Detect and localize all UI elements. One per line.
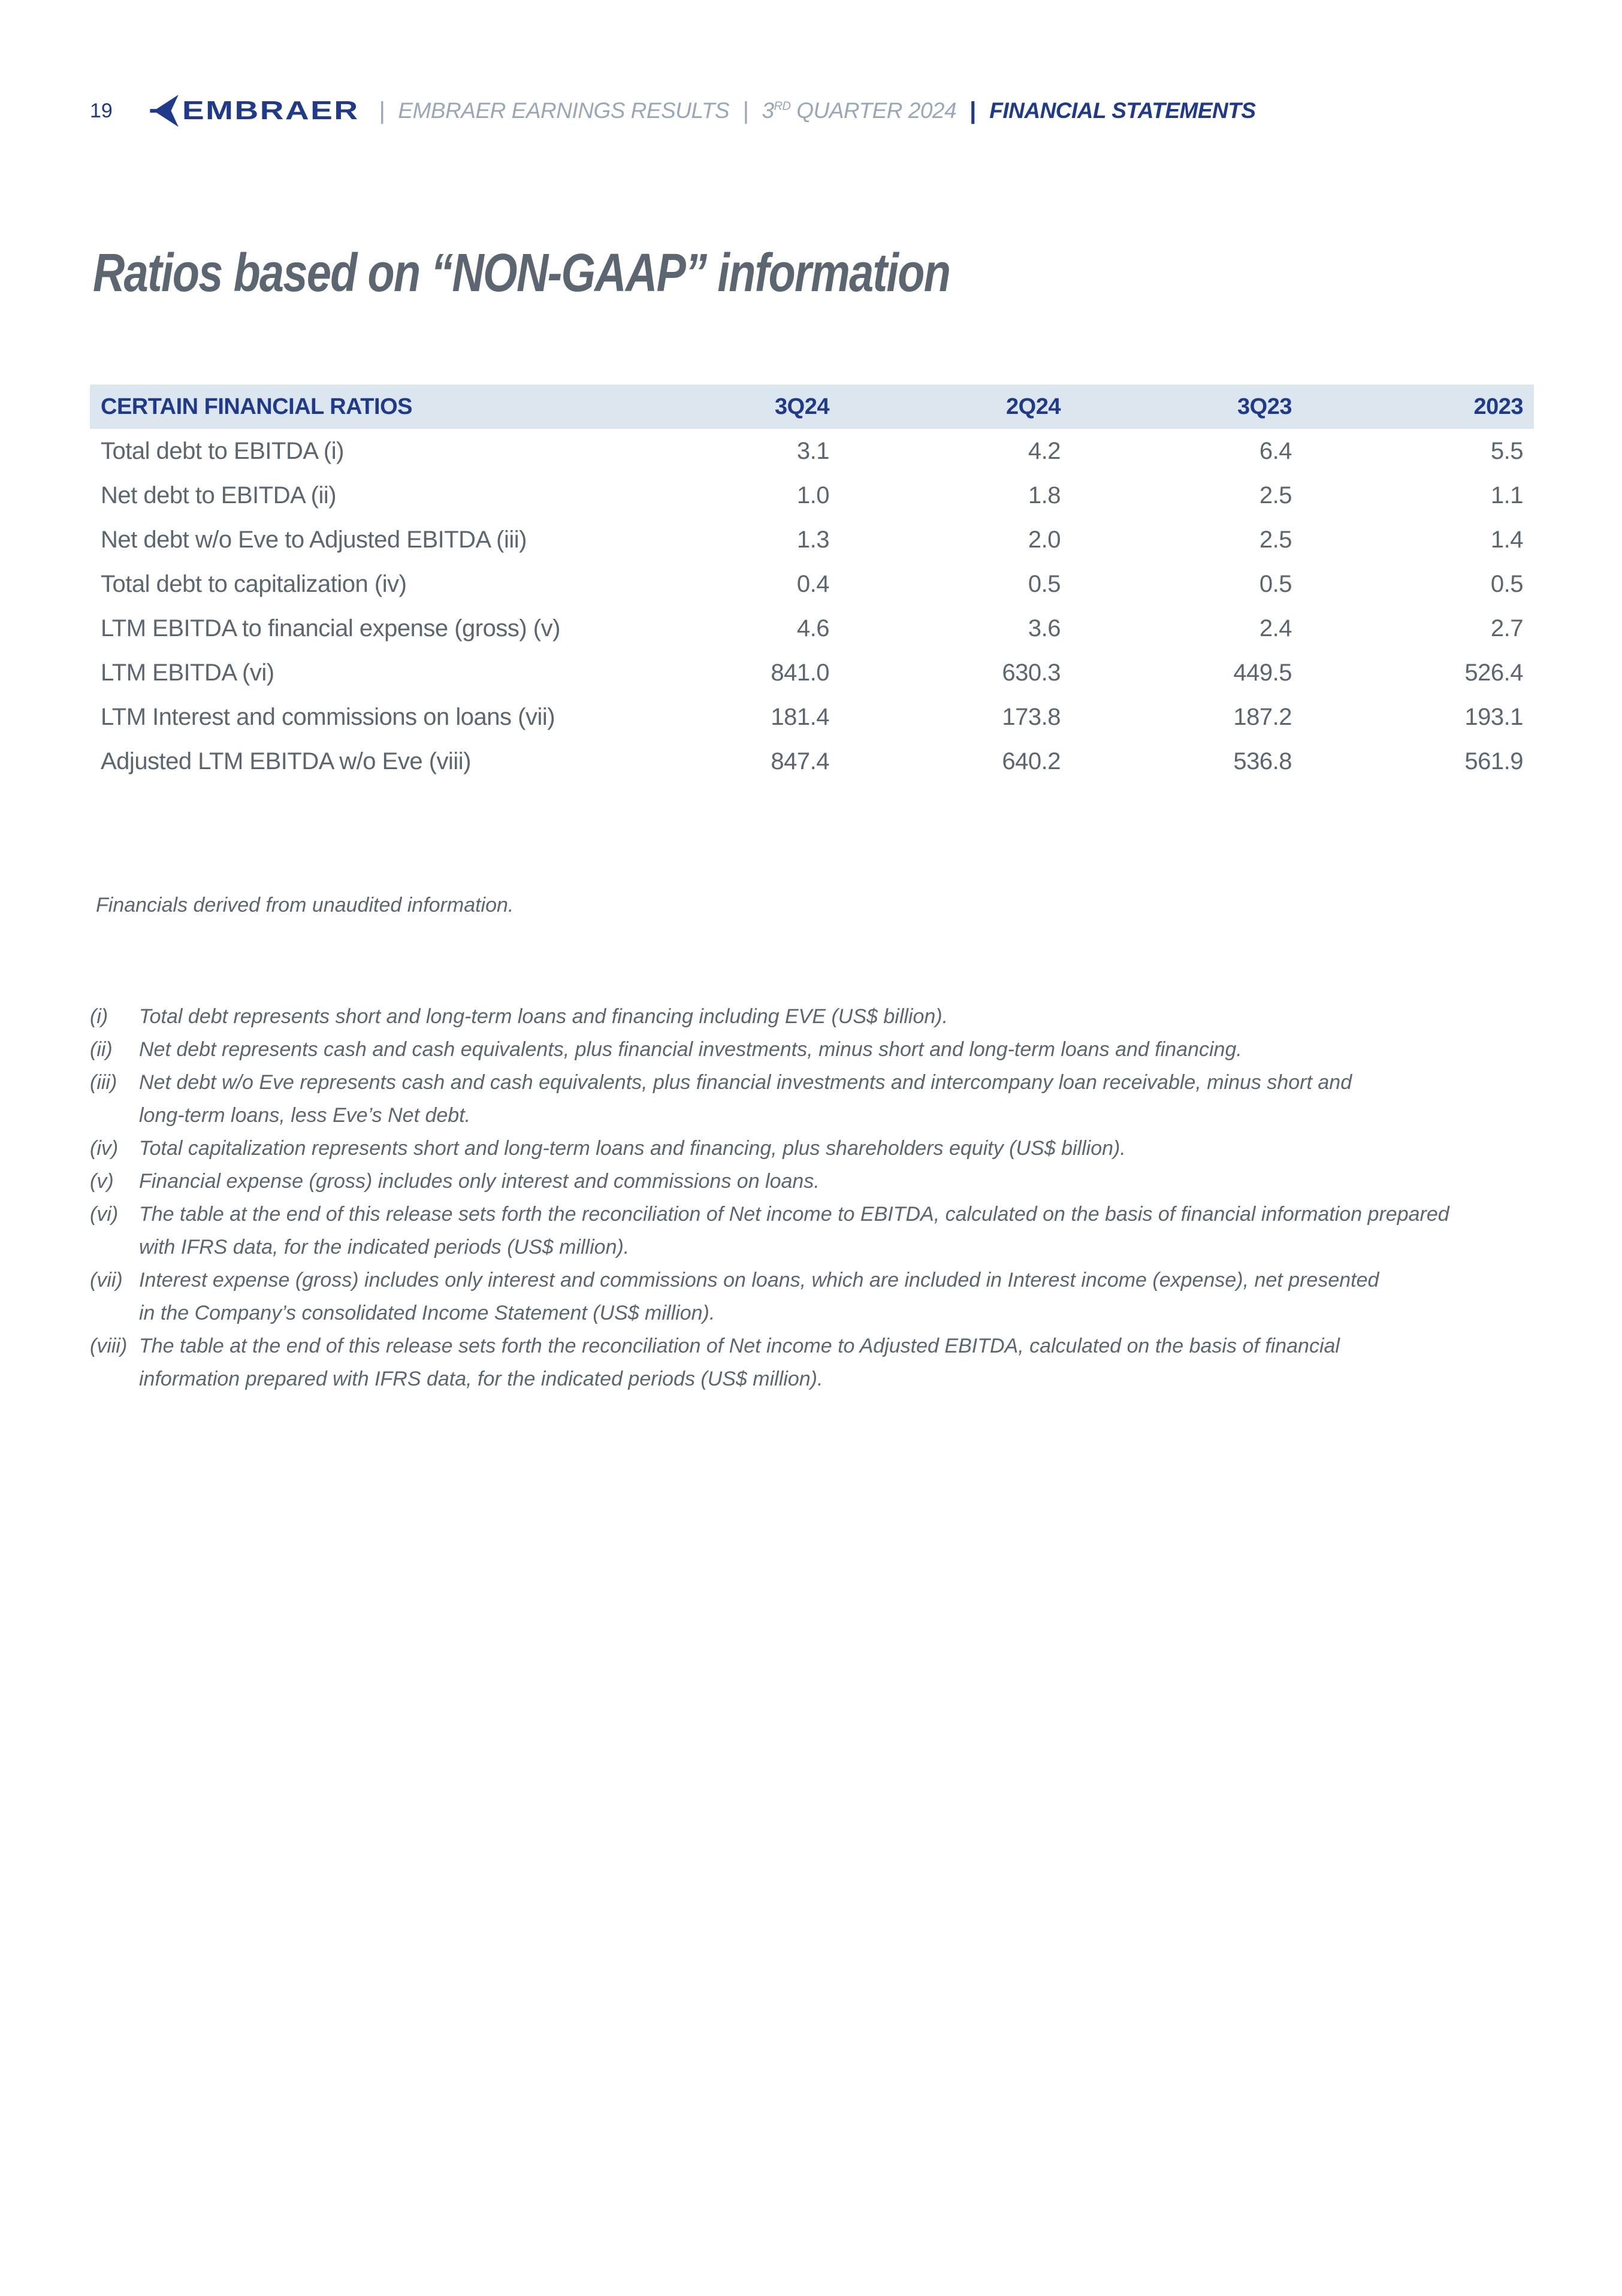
table-row: [90, 651, 1534, 695]
footnote: [90, 1330, 1558, 1396]
table-row: [90, 473, 1534, 518]
quarter-label: QUARTER 2024: [790, 98, 957, 123]
footnote-line: Net debt represents cash and cash equivalents, plus financial investments, minus short and long-term loans and financing.: [139, 1038, 1242, 1061]
cell-value: 536.8: [1233, 748, 1292, 775]
table-row: [90, 562, 1534, 606]
cell-value: 1.3: [796, 526, 829, 553]
cell-value: 173.8: [1002, 703, 1061, 730]
footnote-number: (vi): [90, 1203, 119, 1226]
unaudited-note: Financials derived from unaudited information.: [96, 894, 514, 916]
cell-value: 1.0: [796, 482, 829, 509]
footnote: [90, 1132, 1558, 1165]
row-label: Net debt to EBITDA (ii): [101, 482, 337, 509]
header-separator: |: [379, 97, 385, 124]
cell-value: 4.2: [1028, 437, 1061, 464]
cell-value: 2.7: [1490, 615, 1523, 642]
footnote-text: [139, 1132, 1558, 1165]
column-header: CERTAIN FINANCIAL RATIOS: [90, 385, 609, 429]
header-section-financial-statements: FINANCIAL STATEMENTS: [989, 98, 1256, 123]
column-header: 2Q24: [840, 385, 1071, 429]
page-header: [90, 90, 1256, 132]
footnote-line: Total debt represents short and long-term loans and financing including EVE (US$ billion).: [139, 1005, 949, 1028]
footnote-text: [139, 1000, 1558, 1033]
cell-value: 630.3: [1002, 659, 1061, 686]
cell-value: 2.0: [1028, 526, 1061, 553]
cell-value: 841.0: [771, 659, 829, 686]
quarter-ordinal: RD: [774, 99, 791, 113]
cell-value: 2.5: [1259, 526, 1292, 553]
footnote: [90, 1066, 1558, 1132]
footnote-line: in the Company’s consolidated Income Statement (US$ million).: [139, 1302, 715, 1324]
header-section-earnings: EMBRAER EARNINGS RESULTS: [398, 98, 730, 123]
quarter-number: 3: [762, 98, 774, 123]
footnote: [90, 1033, 1558, 1066]
column-header: 3Q24: [609, 385, 840, 429]
row-label: LTM EBITDA (vi): [101, 659, 274, 686]
footnote-line: long-term loans, less Eve’s Net debt.: [139, 1104, 471, 1127]
page-number: 19: [90, 99, 113, 122]
cell-value: 193.1: [1464, 703, 1523, 730]
cell-value: 0.5: [1490, 570, 1523, 597]
footnote-number: (v): [90, 1170, 114, 1193]
table-row: [90, 695, 1534, 739]
row-label: Total debt to capitalization (iv): [101, 570, 407, 597]
table-row: [90, 739, 1534, 784]
cell-value: 6.4: [1259, 437, 1292, 464]
footnote-number: (i): [90, 1005, 108, 1028]
cell-value: 1.1: [1490, 482, 1523, 509]
cell-value: 3.6: [1028, 615, 1061, 642]
cell-value: 0.4: [796, 570, 829, 597]
footnote-text: [139, 1066, 1558, 1132]
footnote-text: [139, 1330, 1558, 1396]
footnote-line: Net debt w/o Eve represents cash and cash equivalents, plus financial investments and intercompany loan receivable, minus short and: [139, 1071, 1352, 1094]
cell-value: 181.4: [771, 703, 829, 730]
footnote-text: [139, 1198, 1558, 1264]
embraer-arrow-icon: [144, 92, 181, 129]
footnote-number: (iii): [90, 1071, 117, 1094]
cell-value: 526.4: [1464, 659, 1523, 686]
footnote-number: (vii): [90, 1269, 123, 1291]
header-separator: |: [742, 97, 749, 124]
row-label: Total debt to EBITDA (i): [101, 437, 344, 464]
logo-text: EMBRAER: [182, 96, 360, 125]
cell-value: 640.2: [1002, 748, 1061, 775]
footnotes: [90, 1000, 1558, 1396]
header-separator: |: [969, 97, 977, 124]
footnote-line: Financial expense (gross) includes only interest and commissions on loans.: [139, 1170, 820, 1193]
row-label: LTM EBITDA to financial expense (gross) (v): [101, 615, 560, 642]
row-label: Net debt w/o Eve to Adjusted EBITDA (iii): [101, 526, 527, 553]
footnote-line: Interest expense (gross) includes only interest and commissions on loans, which are included in Interest income (expense), net presented: [139, 1269, 1379, 1291]
cell-value: 2.5: [1259, 482, 1292, 509]
cell-value: 187.2: [1233, 703, 1292, 730]
cell-value: 2.4: [1259, 615, 1292, 642]
footnote: [90, 1198, 1558, 1264]
header-section-quarter: [762, 98, 956, 123]
row-label: Adjusted LTM EBITDA w/o Eve (viii): [101, 748, 471, 775]
cell-value: 5.5: [1490, 437, 1523, 464]
cell-value: 1.4: [1490, 526, 1523, 553]
footnote-text: [139, 1264, 1558, 1330]
footnote-number: (iv): [90, 1137, 119, 1160]
cell-value: 3.1: [796, 437, 829, 464]
footnote-text: [139, 1165, 1558, 1198]
table-row: [90, 518, 1534, 562]
page-title: Ratios based on “NON-GAAP” information: [93, 243, 950, 303]
column-header: 3Q23: [1071, 385, 1303, 429]
footnote: [90, 1264, 1558, 1330]
table-row: [90, 429, 1534, 473]
cell-value: 0.5: [1259, 570, 1292, 597]
footnote-text: [139, 1033, 1558, 1066]
cell-value: 449.5: [1233, 659, 1292, 686]
column-header: 2023: [1303, 385, 1534, 429]
footnote-line: with IFRS data, for the indicated periods (US$ million).: [139, 1236, 630, 1259]
financial-ratios-table: [90, 385, 1534, 784]
row-label: LTM Interest and commissions on loans (vii): [101, 703, 555, 730]
embraer-logo: [144, 92, 360, 129]
footnote-number: (viii): [90, 1335, 128, 1357]
cell-value: 4.6: [796, 615, 829, 642]
footnote-line: The table at the end of this release sets forth the reconciliation of Net income to EBITDA, calculated on the basis of financial information prepared: [139, 1203, 1449, 1226]
cell-value: 561.9: [1464, 748, 1523, 775]
table-row: [90, 606, 1534, 651]
footnote-line: The table at the end of this release sets forth the reconciliation of Net income to Adjusted EBITDA, calculated on the basis of financial: [139, 1335, 1340, 1357]
cell-value: 0.5: [1028, 570, 1061, 597]
footnote-number: (ii): [90, 1038, 113, 1061]
footnote: [90, 1000, 1558, 1033]
footnote-line: Total capitalization represents short and long-term loans and financing, plus shareholders equity (US$ billion).: [139, 1137, 1126, 1160]
footnote: [90, 1165, 1558, 1198]
table-header-row: [90, 385, 1534, 429]
cell-value: 1.8: [1028, 482, 1061, 509]
cell-value: 847.4: [771, 748, 829, 775]
footnote-line: information prepared with IFRS data, for the indicated periods (US$ million).: [139, 1368, 823, 1390]
